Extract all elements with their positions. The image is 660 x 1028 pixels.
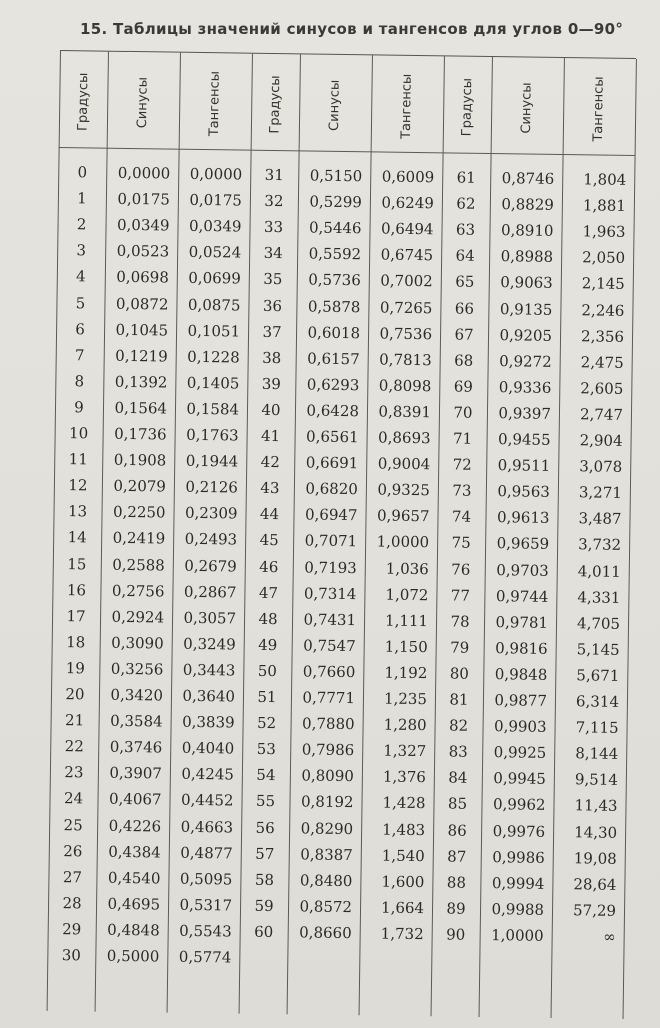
header-tan [179,61,252,147]
tan-cell: 0,6009 [381,167,435,187]
deg-cell: 52 [256,713,277,733]
deg-cell: 44 [259,505,280,524]
deg-cell: 65 [455,272,475,292]
sin-cell: 0,2079 [113,476,167,496]
deg-cell: 61 [456,168,476,187]
deg-cell: 80 [449,664,470,683]
sin-cell: 0,9962 [492,795,546,815]
sin-cell: 0,9781 [495,612,549,632]
sin-cell: 0,0349 [116,216,170,235]
deg-cell: 37 [262,322,282,341]
tan-cell: 0,3249 [183,634,236,654]
tan-cell: 1,280 [383,715,427,735]
deg-cell: 70 [453,403,473,422]
tan-cell: 5,671 [576,666,620,685]
tan-cell: 1,804 [583,170,627,189]
sin-cell: 0,7431 [303,610,357,629]
deg-cell: 33 [263,218,284,237]
sin-cell: 0,3090 [111,633,164,653]
deg-cell: 57 [255,844,275,863]
tan-cell: 1,483 [382,820,426,839]
sin-cell: 0,8480 [299,871,353,890]
tan-cell: 3,078 [579,457,623,476]
deg-cell: 2 [76,215,87,234]
deg-cell: 0 [77,163,88,182]
header-deg-label: Градусы [267,75,284,134]
sin-cell: 0,0698 [116,268,169,287]
tan-cell: 4,011 [577,561,621,581]
tan-cell: 0,2679 [184,556,237,576]
deg-cell: 21 [64,711,85,730]
deg-cell: 66 [454,299,475,318]
deg-cell: 3 [76,241,87,260]
deg-cell: 13 [67,502,88,521]
header-deg [251,62,300,148]
tan-cell: 0,5774 [178,947,232,967]
tan-cell: 4,331 [577,587,621,607]
tan-cell: 1,376 [382,767,427,787]
sin-cell: 0,6018 [307,323,361,342]
header-deg-label: Градусы [459,77,476,137]
tan-cell: 11,43 [574,796,618,816]
deg-cell: 56 [255,818,275,837]
sin-cell: 0,8660 [299,923,352,943]
deg-cell: 86 [447,820,467,840]
sin-cell: 0,4384 [108,842,161,862]
deg-cell: 7 [74,345,85,365]
tan-cell: 0,6494 [380,219,434,239]
deg-cell: 78 [450,612,470,631]
deg-cell: 18 [66,632,86,652]
header-tan [371,63,444,149]
tan-cell: 0,3443 [182,660,236,680]
sin-cell: 0,2924 [111,607,165,627]
tan-cell: 2,050 [582,248,626,268]
deg-cell: 26 [63,841,83,860]
sin-cell: 0,4067 [108,790,162,809]
sin-cell: 0,6157 [307,349,360,368]
deg-cell: 46 [259,557,279,576]
sin-cell: 0,6820 [305,479,359,499]
tan-cell: 0,0349 [188,217,242,236]
tan-cell: 4,705 [576,613,621,633]
sin-cell: 0,0872 [115,294,169,314]
tan-cell: 0,5317 [179,895,233,915]
sin-cell: 0,0175 [117,189,171,209]
deg-cell: 81 [449,690,469,709]
deg-cell: 63 [455,220,476,239]
sin-cell: 0,9397 [498,404,552,423]
sin-cell: 0,9063 [500,273,553,293]
sin-cell: 0,6947 [304,505,358,525]
tan-cell: 57,29 [572,901,617,920]
sin-cell: 0,7193 [304,557,357,577]
sin-cell: 0,3420 [110,685,164,705]
tan-cell: 1,664 [380,898,425,917]
sin-cell: 0,5878 [307,296,361,316]
sin-cell: 0,8746 [501,169,555,188]
deg-cell: 67 [454,325,474,344]
tan-cell: 1,0000 [376,532,430,552]
deg-cell: 75 [451,533,471,553]
deg-cell: 8 [74,372,85,391]
deg-cell: 36 [262,296,283,315]
deg-cell: 84 [448,768,468,788]
deg-cell: 11 [68,450,88,469]
deg-cell: 59 [254,896,274,915]
tan-cell: 2,747 [579,405,624,424]
sin-cell: 0,7880 [301,714,355,734]
sin-cell: 0,2756 [111,581,165,601]
sin-cell: 0,9744 [495,586,549,606]
tan-cell: 0,5095 [179,869,233,889]
tan-cell: 0,6745 [380,245,434,265]
tan-cell: 0,2493 [184,530,238,549]
tan-cell: 0,8391 [378,402,432,422]
header-tan-label: Тангенсы [399,73,416,140]
sin-cell: 0,5299 [309,192,363,212]
tan-cell: 0,9657 [376,506,430,526]
tan-cell: 1,150 [384,637,428,656]
tan-cell: 0,1763 [186,425,239,445]
tan-cell: 3,271 [578,483,622,503]
tan-cell: 2,246 [581,300,625,320]
deg-cell: 48 [258,609,278,628]
tan-cell: 0,0175 [189,190,243,210]
sin-cell: 0,8387 [300,845,353,864]
tan-cell: 0,4452 [180,791,234,810]
tan-cell: 0,6249 [381,193,435,213]
deg-cell: 64 [455,246,475,266]
header-sin [491,65,564,151]
sin-cell: 0,9848 [494,665,548,684]
deg-cell: 83 [448,742,468,761]
sin-cell: 0,6428 [306,401,360,421]
deg-cell: 35 [263,270,283,289]
tan-cell: 6,314 [575,692,620,711]
table-title: 15. Таблицы значений синусов и тангенсов для углов 0—90° [80,20,624,38]
tan-cell: 0,5543 [179,921,232,941]
header-divider [443,152,635,156]
tan-cell: 0,9325 [377,480,431,500]
deg-cell: 34 [263,244,283,263]
tan-cell: 1,963 [582,222,626,242]
sin-cell: 0,0000 [117,163,171,183]
sin-cell: 0,9976 [492,821,546,841]
deg-cell: 49 [258,635,278,654]
sin-cell: 0,8988 [500,247,554,267]
tan-cell: 0,2867 [183,582,237,602]
sin-cell: 0,6691 [305,453,359,473]
deg-cell: 10 [68,424,89,443]
tan-cell: 8,144 [575,744,619,764]
tan-cell: 1,540 [381,846,425,865]
deg-cell: 32 [264,191,284,211]
tan-cell: 2,475 [580,352,624,372]
tan-cell: 2,904 [579,431,623,450]
tan-cell: 0,4245 [181,765,235,784]
deg-cell: 54 [256,766,276,785]
deg-cell: 20 [65,685,85,704]
sin-cell: 0,9659 [496,534,550,554]
deg-cell: 47 [258,583,279,602]
sin-cell: 0,7547 [303,636,356,655]
sin-cell: 0,4540 [107,868,161,888]
tan-cell: 0,1051 [187,321,241,341]
sin-cell: 0,9903 [493,717,547,736]
tan-cell: 0,0524 [188,243,242,262]
sin-cell: 0,4226 [108,816,162,835]
sin-cell: 0,1908 [113,450,167,470]
sin-cell: 0,8290 [300,818,354,838]
tan-cell: 3,487 [578,509,622,529]
header-deg-label: Градусы [75,72,92,132]
deg-cell: 16 [66,580,87,600]
sin-cell: 0,9613 [496,508,550,528]
sin-cell: 0,1392 [114,372,168,392]
header-tan [563,66,636,152]
sin-cell: 0,3907 [109,764,163,783]
deg-cell: 14 [67,528,87,547]
deg-cell: 24 [63,789,84,808]
tan-cell: 2,605 [580,379,624,398]
sin-cell: 0,9135 [499,299,553,319]
sin-cell: 0,9988 [491,899,545,919]
tan-cell: 2,145 [581,274,625,294]
header-divider [59,147,251,151]
tan-cell: 0,7813 [379,350,432,369]
tan-cell: 0,8098 [378,376,432,396]
sin-cell: 0,5592 [308,244,362,264]
sin-cell: 0,9945 [493,769,546,789]
sin-cell: 0,5150 [309,166,363,186]
tan-cell: 0,9004 [377,454,431,474]
deg-cell: 4 [75,267,86,286]
deg-cell: 69 [453,377,474,396]
tan-cell: 1,192 [384,663,428,683]
header-divider [251,150,443,154]
deg-cell: 5 [75,293,86,312]
tan-cell: 1,327 [383,741,427,761]
tan-cell: 0,1228 [187,347,240,367]
tan-cell: 1,072 [385,585,429,604]
sin-cell: 0,2250 [112,503,166,522]
sin-cell: 0,9925 [493,743,547,763]
deg-cell: 6 [75,319,85,338]
deg-cell: 60 [254,922,274,941]
deg-cell: 29 [62,920,82,939]
tan-cell: 0,3640 [182,686,236,706]
header-tan-label: Тангенсы [591,76,608,142]
sin-cell: 0,0523 [116,242,170,261]
header-sin-label: Синусы [519,82,536,134]
tan-cell: 2,356 [580,326,625,346]
deg-cell: 55 [255,792,276,811]
tan-cell: 1,600 [381,872,425,891]
tan-cell: 0,1405 [186,373,240,393]
trig-table [47,50,636,1019]
deg-cell: 51 [257,687,277,707]
tan-cell: 0,4663 [180,817,234,836]
sin-cell: 0,1564 [114,398,168,418]
sin-cell: 0,3746 [109,737,163,757]
deg-cell: 30 [61,946,82,965]
sin-cell: 0,8572 [299,897,353,916]
deg-cell: 82 [448,716,469,735]
deg-cell: 42 [260,452,280,472]
header-tan-label: Тангенсы [207,70,224,137]
header-sin [107,60,180,146]
deg-cell: 39 [261,374,282,393]
deg-cell: 38 [262,348,282,367]
deg-cell: 73 [452,481,472,500]
sin-cell: 0,7771 [302,688,356,708]
sin-cell: 0,2588 [112,555,165,575]
deg-cell: 88 [446,873,467,892]
tan-cell: 0,1944 [185,451,239,471]
sin-cell: 0,9455 [497,430,551,449]
sin-cell: 0,5736 [308,270,361,290]
tan-cell: 0,7265 [379,297,433,317]
tan-cell: 0,3057 [183,608,237,628]
tan-cell: 0,4877 [180,843,233,863]
header-sin-label: Синусы [327,79,344,132]
tan-cell: 0,3839 [182,712,235,732]
deg-cell: 71 [452,429,473,448]
tan-cell: 0,7536 [379,324,433,343]
tan-cell: 7,115 [575,718,619,737]
sin-cell: 0,8192 [300,792,354,812]
tan-cell: 0,7002 [380,271,433,291]
sin-cell: 0,9994 [491,873,545,893]
tan-cell: 28,64 [573,874,617,894]
header-deg [443,64,492,150]
tan-cell: 19,08 [573,848,617,868]
tan-cell: 0,2309 [184,504,238,523]
tan-cell: 0,4040 [181,738,235,758]
tan-cell: 3,732 [578,535,622,555]
deg-cell: 76 [451,560,471,579]
sin-cell: 0,7660 [302,662,356,682]
deg-cell: 74 [451,507,472,527]
deg-cell: 87 [447,847,467,866]
deg-cell: 68 [454,351,474,370]
deg-cell: 40 [261,400,281,420]
tan-cell: 1,732 [380,924,424,944]
deg-cell: 28 [62,893,82,913]
sin-cell: 0,5446 [308,218,362,238]
deg-cell: 17 [66,606,86,626]
sin-cell: 0,9986 [492,847,545,867]
tan-cell: 5,145 [576,640,620,659]
deg-cell: 85 [447,794,468,814]
sin-cell: 0,7986 [301,740,355,760]
header-sin [299,62,372,148]
deg-cell: 12 [68,476,88,495]
sin-cell: 0,1736 [114,424,167,444]
sin-cell: 0,6561 [306,427,359,447]
sin-cell: 1,0000 [491,925,544,945]
sin-cell: 0,1045 [115,320,169,340]
sin-cell: 0,4695 [107,894,161,914]
tan-cell: 1,036 [385,559,429,578]
sin-cell: 0,9336 [498,377,552,397]
deg-cell: 50 [257,661,278,680]
sin-cell: 0,8829 [501,195,555,215]
deg-cell: 9 [74,398,84,417]
sin-cell: 0,9272 [499,351,552,371]
deg-cell: 72 [452,455,472,474]
sin-cell: 0,8090 [301,766,355,786]
sin-cell: 0,5000 [106,946,160,966]
deg-cell: 45 [259,531,279,550]
tan-cell: 9,514 [574,770,618,790]
tan-cell: 0,1584 [186,399,240,419]
sin-cell: 0,7314 [303,584,357,603]
sin-cell: 0,3584 [110,711,163,731]
tan-cell: 0,0875 [187,295,241,315]
deg-cell: 77 [450,586,471,605]
sin-cell: 0,6293 [306,375,360,395]
tan-cell: 0,2126 [185,477,239,497]
deg-cell: 43 [260,479,280,498]
deg-cell: 79 [450,638,470,657]
deg-cell: 58 [254,870,275,889]
tan-cell: 14,30 [574,822,618,842]
tan-cell: 0,0699 [188,269,241,288]
sin-cell: 0,7071 [304,531,358,551]
tan-cell: ∞ [603,927,616,946]
sin-cell: 0,2419 [112,529,166,548]
deg-cell: 53 [256,740,276,759]
sin-cell: 0,9563 [497,482,551,502]
tan-cell: 1,111 [384,611,429,630]
deg-cell: 25 [63,815,83,834]
tan-cell: 1,428 [382,793,426,813]
deg-cell: 62 [456,194,476,213]
sin-cell: 0,9877 [494,691,548,710]
tan-cell: 0,0000 [189,164,243,184]
deg-cell: 19 [65,659,86,678]
deg-cell: 1 [77,189,87,208]
sin-cell: 0,9205 [499,325,553,345]
deg-cell: 89 [446,899,466,918]
deg-cell: 27 [62,867,83,887]
sin-cell: 0,4848 [107,920,160,940]
sin-cell: 0,1219 [115,346,168,366]
sin-cell: 0,9511 [497,456,551,475]
tan-cell: 0,8693 [377,428,431,448]
tan-cell: 1,235 [383,689,428,709]
deg-cell: 41 [260,426,281,446]
sin-cell: 0,9816 [495,638,548,658]
sin-cell: 0,9703 [496,560,549,580]
sin-cell: 0,3256 [110,659,164,679]
sin-cell: 0,8910 [500,221,554,241]
deg-cell: 15 [67,554,87,573]
deg-cell: 90 [446,925,466,944]
deg-cell: 22 [64,737,84,756]
header-deg [59,59,108,145]
header-sin-label: Синусы [135,76,152,129]
deg-cell: 31 [264,165,284,185]
deg-cell: 23 [64,763,84,782]
tan-cell: 1,881 [582,196,627,216]
